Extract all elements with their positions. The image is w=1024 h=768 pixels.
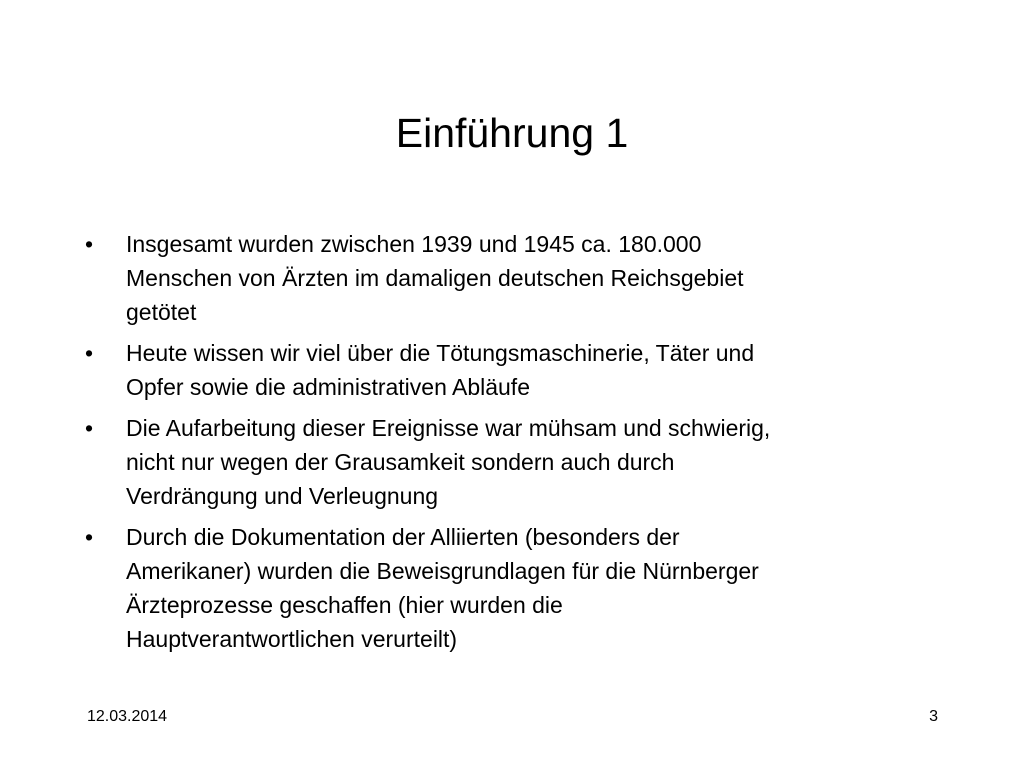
bullet-text-line: Verdrängung und Verleugnung — [126, 483, 439, 509]
footer-page-number: 3 — [929, 708, 938, 725]
bullet-text-line: Opfer sowie die administrativen Abläufe — [126, 374, 530, 400]
bullet-text-line: getötet — [126, 299, 197, 325]
bullet-text-line: Ärzteprozesse geschaffen (hier wurden die — [126, 592, 563, 618]
bullet-text-line: Durch die Dokumentation der Alliierten (besonders der — [126, 524, 680, 550]
bullet-item — [85, 411, 965, 513]
bullet-text-line: Menschen von Ärzten im damaligen deutschen Reichsgebiet — [126, 265, 744, 291]
bullet-marker: • — [85, 340, 94, 366]
bullet-marker: • — [85, 524, 94, 550]
bullet-marker: • — [85, 231, 94, 257]
bullet-text-line: nicht nur wegen der Grausamkeit sondern auch durch — [126, 449, 675, 475]
slide-title: Einführung 1 — [395, 110, 629, 156]
bullet-text-line: Die Aufarbeitung dieser Ereignisse war mühsam und schwierig, — [126, 415, 771, 441]
bullet-item — [85, 336, 965, 404]
bullet-item — [85, 227, 965, 329]
bullet-text-line: Hauptverantwortlichen verurteilt) — [126, 626, 458, 652]
bullet-text-line: Amerikaner) wurden die Beweisgrundlagen für die Nürnberger — [126, 558, 759, 584]
bullet-marker: • — [85, 415, 94, 441]
bullet-text-line: Insgesamt wurden zwischen 1939 und 1945 ca. 180.000 — [126, 231, 702, 257]
footer-date: 12.03.2014 — [87, 708, 168, 725]
bullet-item — [85, 520, 965, 656]
bullet-text-line: Heute wissen wir viel über die Tötungsmaschinerie, Täter und — [126, 340, 755, 366]
bullet-list — [85, 227, 965, 663]
